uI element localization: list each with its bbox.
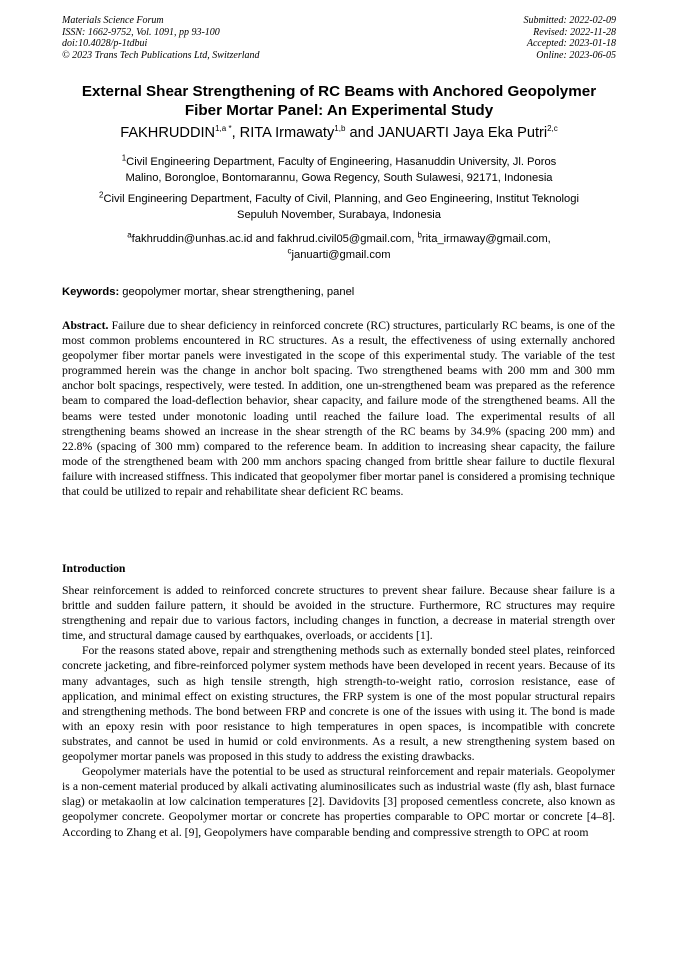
affiliation-marker: 1 <box>121 153 127 163</box>
affiliation-2 <box>50 192 628 223</box>
paragraph: Shear reinforcement is added to reinforced concrete structures to prevent shear failure. Because shear failure is a brittle and sudden failure pattern, it should be avoided in the structure. Furthermore, RC structures may require strengthening and repair due to various factors, including changes in function, a decrease in material strength over time, and structural damage caused by earthquakes, overloads, or accidents [1]. <box>62 584 615 643</box>
email-address[interactable]: rita_irmaway@gmail.com, <box>421 233 551 245</box>
email-address[interactable]: januarti@gmail.com <box>291 248 391 261</box>
date-revised: Revised: 2022-11-28 <box>533 26 616 38</box>
affiliation-text: Malino, Borongloe, Bontomarannu, Gowa Regency, South Sulawesi, 92171, Indonesia <box>125 171 553 184</box>
journal-name: Materials Science Forum <box>62 15 164 26</box>
journal-copyright: © 2023 Trans Tech Publications Ltd, Switzerland <box>62 49 260 61</box>
journal-doi: doi:10.4028/p-1tdbui <box>62 38 148 49</box>
affiliation-text: Civil Engineering Department, Faculty of Engineering, Hasanuddin University, Jl. Poros <box>126 156 557 168</box>
affiliation-text: Civil Engineering Department, Faculty of Civil, Planning, and Geo Engineering, Institut Teknologi <box>103 193 579 205</box>
publication-dates <box>524 15 617 61</box>
author-separator: , <box>231 125 240 141</box>
keywords-label: Keywords: <box>62 286 120 298</box>
email-marker: a <box>127 230 132 240</box>
date-submitted: Submitted: 2022-02-09 <box>523 15 616 26</box>
keywords-text: geopolymer mortar, shear strengthening, panel <box>119 286 355 298</box>
author-separator: and <box>345 125 378 141</box>
date-accepted: Accepted: 2023-01-18 <box>526 38 616 49</box>
author-list <box>40 124 638 142</box>
title-line-1: External Shear Strengthening of RC Beams with Anchored Geopolymer <box>81 83 597 100</box>
email-address[interactable]: fakhruddin@unhas.ac.id and fakhrud.civil05@gmail.com, <box>131 233 418 245</box>
email-marker: c <box>287 245 292 255</box>
date-online: Online: 2023-06-05 <box>536 49 616 61</box>
author-marker: 2,c <box>547 124 558 134</box>
introduction-body <box>62 583 615 840</box>
introduction-heading: Introduction <box>62 562 126 575</box>
author-marker: 1,a * <box>215 124 232 134</box>
paragraph: For the reasons stated above, repair and strengthening methods such as externally bonded steel plates, reinforced concrete jacketing, and fibre-reinforced polymer system methods have been developed in recent years. Because of its many advantages, such as high tensile strength, high strength-to-weight ratio, corrosion resistance, ease of application, and minimal effect on existing structures, the FRP system is one of the most popular structural repairs and strengthening methods. The bond between FRP and concrete is one of the issues with using it. The bond is made with an epoxy resin with poor resistance to high temperatures in open spaces, is incompatible with concrete substrates, and cannot be used in humid or cold environments. As a result, a new strengthening system based on geopolymer mortar panels was proposed in this study to address the existing drawbacks. <box>62 644 615 764</box>
author-emails <box>50 232 628 263</box>
email-marker: b <box>417 230 422 240</box>
affiliation-text: Sepuluh November, Surabaya, Indonesia <box>237 208 441 221</box>
abstract-text: Failure due to shear deficiency in reinforced concrete (RC) structures, particularly RC beams, is one of the most common problems encountered in RC structures. As a result, the effectiveness of using externally anchored geopolymer fiber mortar panels were investigated in the scope of this experimental study. The variable of the test programmed herein was the change in anchor bolt spacing. Two strengthened beams with 200 mm and 300 mm anchor bolt spacings, respectively, were tested. In addition, one un-strengthened beam was prepared as the reference beam to compared the load-deflection behavior, shear capacity, and failure mode of the strengthened beams. All the beams were tested under monotonic loading until reached the failure load. The experimental results of all strengthening beams showed an increase in the shear strength of the RC beams by 34.9% (spacing 200 mm) and 22.8% (spacing of 300 mm) compared to the reference beam. In addition to increasing shear capacity, the failure mode of the strengthened beam with 200 mm anchors spacing changed from brittle shear failure to ductile flexural failure with increased stiffness. This indicated that geopolymer fiber mortar panel is considered a promising technique that could be utilized to repair and rehabilitate shear deficient RC beams. <box>62 319 615 499</box>
journal-info <box>62 15 260 61</box>
paper-title <box>50 82 628 120</box>
title-line-2: Fiber Mortar Panel: An Experimental Study <box>184 102 494 119</box>
author-name: RITA Irmawaty <box>239 125 335 141</box>
paragraph: Geopolymer materials have the potential to be used as structural reinforcement and repair materials. Geopolymer is a non-cement material produced by alkali activating aluminosilicates such as industrial waste (fly ash, blast furnace slag) or metakaolin at low calcination temperatures [2]. Davidovits [3] proposed cementless concrete, also known as geopolymer concrete. Geopolymer mortar or concrete has properties comparable to OPC mortar or concrete [4–8]. According to Zhang et al. [9], Geopolymers have comparable bending and compressive strength to OPC at room <box>62 765 615 839</box>
keywords <box>62 285 618 299</box>
abstract-label: Abstract. <box>62 319 109 332</box>
affiliation-1 <box>50 155 628 186</box>
author-name: FAKHRUDDIN <box>120 125 216 141</box>
author-marker: 1,b <box>334 124 346 134</box>
journal-issn: ISSN: 1662-9752, Vol. 1091, pp 93-100 <box>62 26 220 38</box>
abstract <box>62 318 615 499</box>
affiliation-marker: 2 <box>99 190 104 200</box>
author-name: JANUARTI Jaya Eka Putri <box>377 125 548 141</box>
